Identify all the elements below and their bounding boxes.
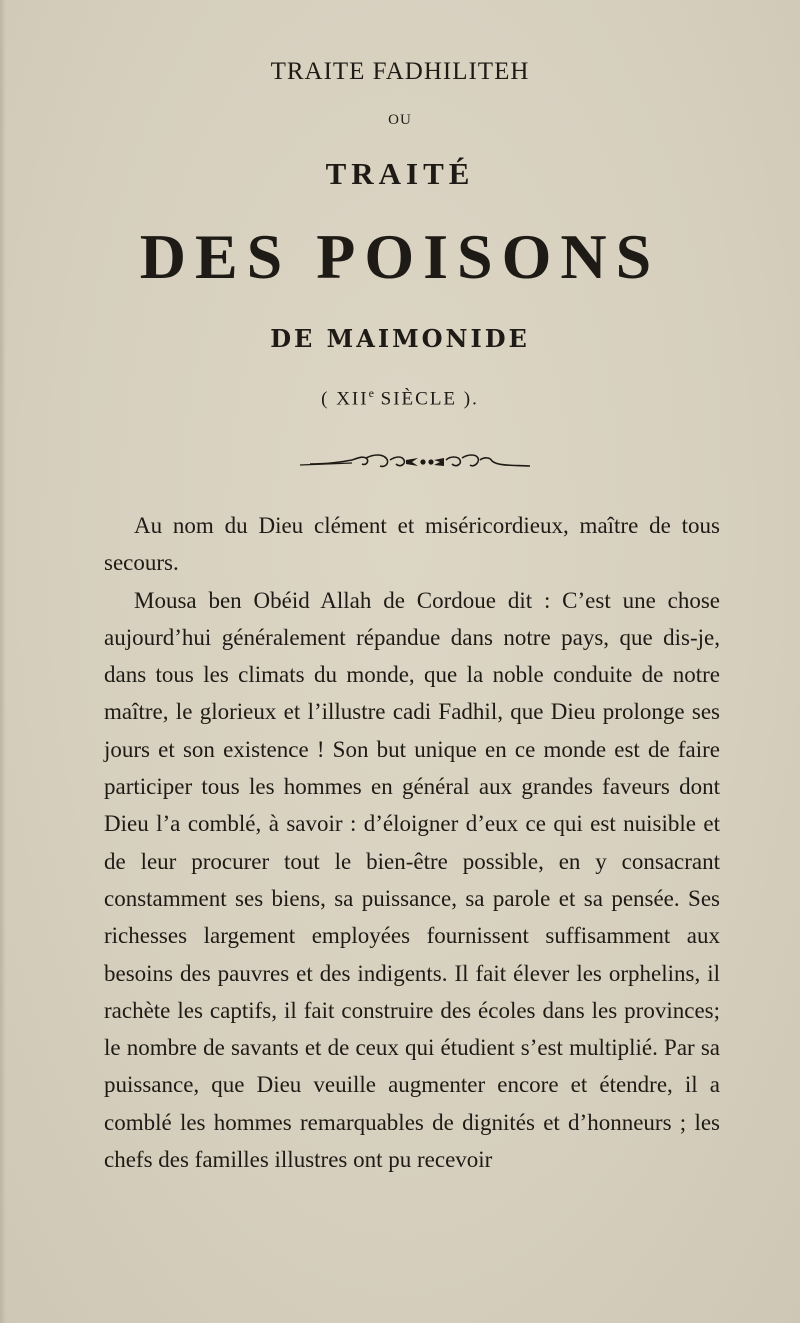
ornament-divider-icon — [300, 448, 540, 478]
century-superscript: e — [368, 386, 374, 400]
paragraph-1: Au nom du Dieu clément et miséricordieux, maître de tous secours. — [104, 513, 720, 576]
century-line — [0, 386, 800, 410]
paragraph-2: Mousa ben Obéid Allah de Cordoue dit : C’est une chose aujourd’hui généralement répandue dans notre pays, que dis-je, dans tous les climats du monde, que la noble conduite de notre maître, le glorieux et l’illustre cadi Fadhil, que Dieu prolonge ses jours et son existence ! Son but unique en ce monde est de faire participer tous les hommes en général aux grandes faveurs dont Dieu l’a comblé, à savoir : d’éloigner d’eux ce qui est nuisible et de leur procurer tout le bien-être possible, en y consacrant constamment ses biens, sa puissance, sa parole et sa pensée. Ses richesses largement employées fournissent suffisamment aux besoins des pauvres et des indigents. Il fait élever les orphelins, il rachète les captifs, il fait construire des écoles dans les provinces; le nombre de savants et de ceux qui étudient s’est multiplié. Par sa puissance, que Dieu veuille augmenter encore et étendre, il a comblé les hommes remarquables de dignités et d’honneurs ; les chefs des familles illustres ont pu recevoir — [104, 587, 720, 1173]
main-title: DES POISONS — [139, 221, 661, 292]
title-line-2: OU — [388, 112, 412, 128]
century-open: ( XII — [321, 388, 369, 410]
title-line-3: TRAITÉ — [325, 156, 475, 191]
century-close: SIÈCLE ). — [373, 388, 479, 410]
title-line-1: TRAITE FADHILITEH — [270, 58, 530, 85]
author-line: DE MAIMONIDE — [270, 324, 530, 353]
body-text — [104, 507, 720, 1178]
page-edge-shadow — [0, 0, 6, 1323]
